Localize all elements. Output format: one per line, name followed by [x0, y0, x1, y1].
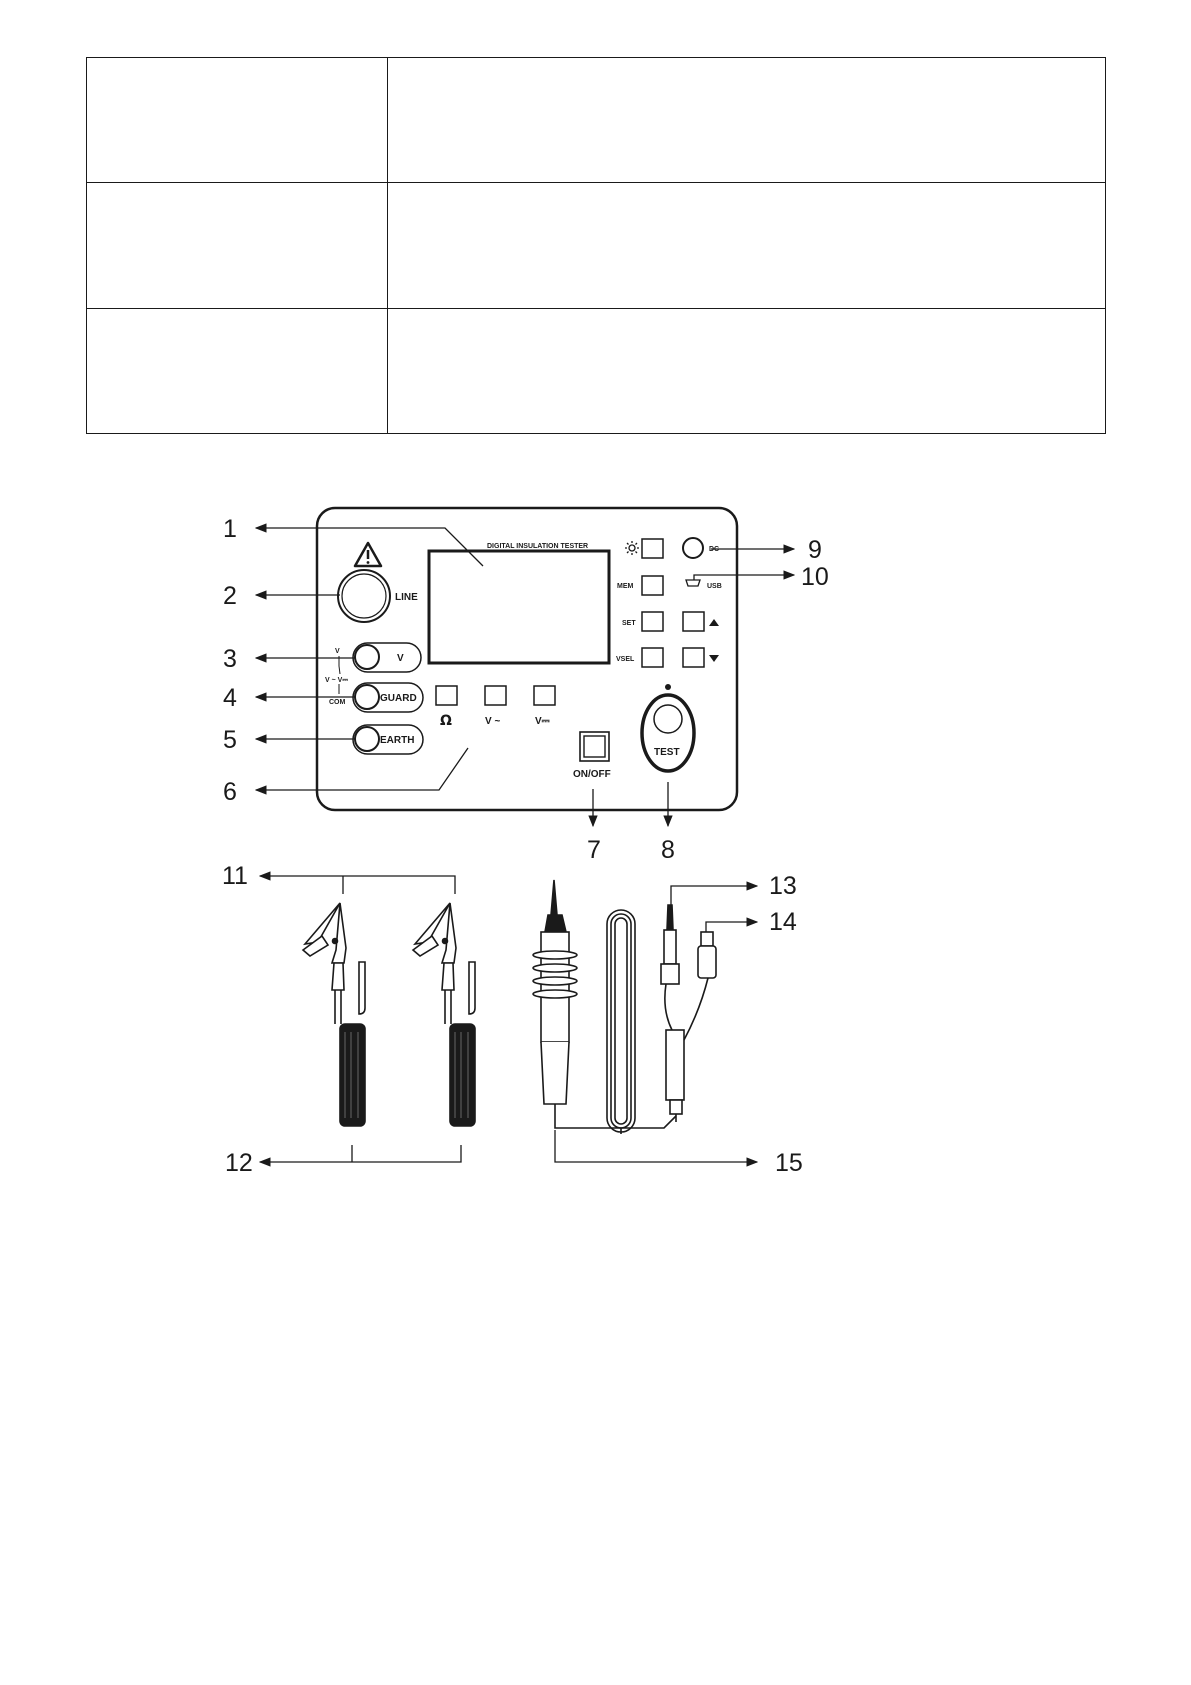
usb-port-label: USB: [707, 583, 722, 590]
alligator-clip-lead: [413, 903, 475, 1126]
earth-terminal-label: EARTH: [380, 735, 415, 746]
spec-table: [86, 57, 1106, 434]
table-cell-description: [388, 308, 1106, 433]
table-row: [87, 308, 1106, 433]
on-off-label: ON/OFF: [573, 769, 611, 780]
device-title: DIGITAL INSULATION TESTER: [487, 543, 589, 550]
backlight-key[interactable]: [642, 539, 663, 558]
set-key-label: SET: [622, 620, 636, 627]
table-row: [87, 58, 1106, 183]
callout-number: 7: [587, 836, 601, 864]
callout-number: 1: [223, 515, 237, 543]
test-button[interactable]: [654, 705, 682, 733]
set-key[interactable]: [642, 612, 663, 631]
v-small-label: V: [335, 648, 340, 655]
alligator-clip-lead: [303, 903, 365, 1126]
table-cell-description: [388, 58, 1106, 183]
callout-number: 2: [223, 582, 237, 610]
com-label: COM: [329, 699, 346, 706]
callout-number: 10: [801, 563, 829, 591]
dc-jack-label: DC: [709, 546, 720, 553]
mem-key-label: MEM: [617, 583, 634, 590]
mem-key[interactable]: [642, 576, 663, 595]
vdc-key[interactable]: [534, 686, 555, 705]
callout-number: 3: [223, 645, 237, 673]
v-terminal[interactable]: [353, 643, 421, 672]
line-terminal-label: LINE: [395, 592, 418, 603]
callout-number: 9: [808, 536, 822, 564]
callout-number: 14: [769, 908, 797, 936]
vac-key-label: V ~: [485, 716, 501, 727]
table-cell-description: [388, 183, 1106, 308]
vac-key[interactable]: [485, 686, 506, 705]
guard-terminal-label: GUARD: [380, 693, 417, 704]
callout-number: 15: [775, 1149, 803, 1177]
callout-number: 13: [769, 872, 797, 900]
table-cell-label: [87, 58, 388, 183]
vdc-key-label: V⎓: [535, 716, 550, 727]
table-cell-label: [87, 308, 388, 433]
callout-number: 5: [223, 726, 237, 754]
test-indicator-led: [665, 684, 671, 690]
v-ac-dc-label: V ~ V⎓: [325, 677, 348, 684]
vsel-key[interactable]: [642, 648, 663, 667]
callout-number: 6: [223, 778, 237, 806]
on-off-button[interactable]: [580, 732, 609, 761]
ohm-key-label: Ω: [440, 713, 452, 729]
table-cell-label: [87, 183, 388, 308]
test-probe-lead: [533, 880, 676, 1134]
callout-number: 4: [223, 684, 237, 712]
vsel-key-label: VSEL: [616, 656, 635, 663]
callout-number: 12: [225, 1149, 253, 1177]
lcd-display: [429, 551, 609, 663]
callout-number: 11: [222, 862, 248, 890]
up-key[interactable]: [683, 612, 704, 631]
ohm-key[interactable]: [436, 686, 457, 705]
callout-number: 8: [661, 836, 675, 864]
instrument-diagram: [0, 460, 1191, 1180]
dc-jack[interactable]: [683, 538, 703, 558]
test-button-label: TEST: [654, 747, 680, 758]
line-terminal[interactable]: [338, 570, 390, 622]
down-key[interactable]: [683, 648, 704, 667]
v-terminal-label: V: [397, 653, 404, 664]
table-row: [87, 183, 1106, 308]
plug-connector-lead: [661, 905, 716, 1122]
